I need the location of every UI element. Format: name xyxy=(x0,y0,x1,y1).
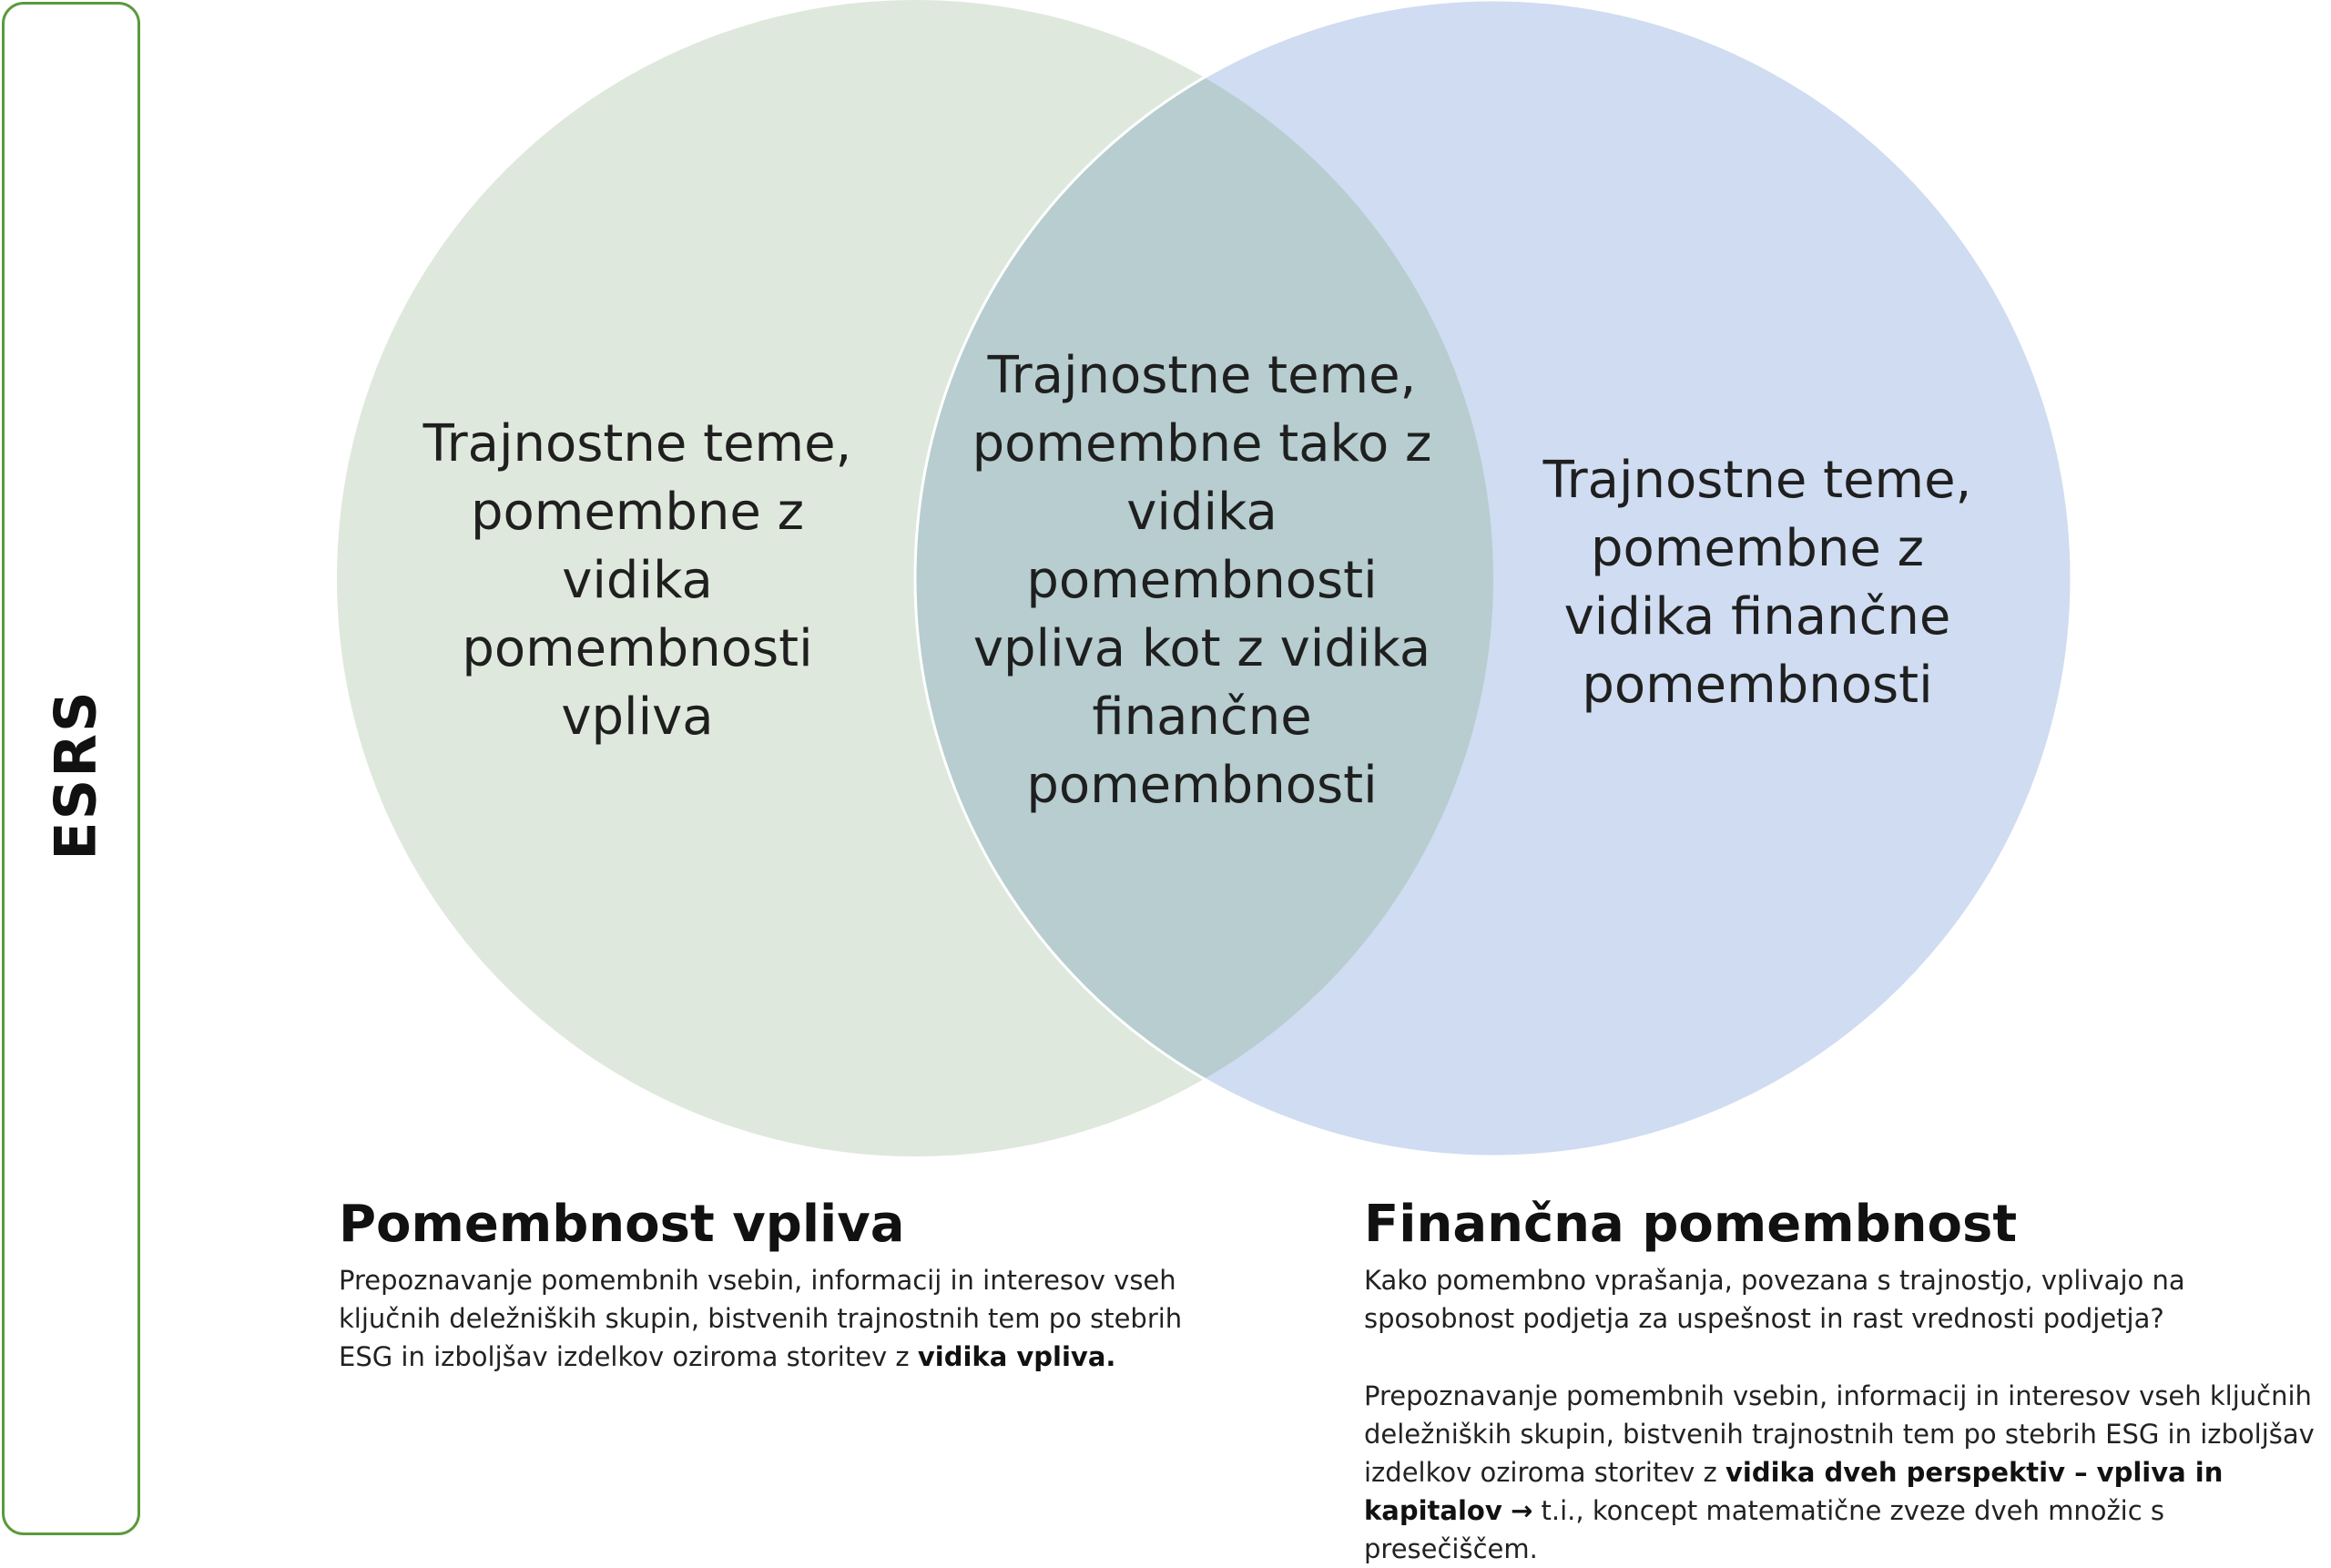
financial-description-emphasis: vidika dveh perspektiv – vpliva in kapitalov xyxy=(1364,1457,2224,1526)
impact-materiality-title: Pomembnost vpliva xyxy=(339,1195,905,1254)
financial-materiality-question: Kako pomembno vprašanja, povezana s trajnostjo, vplivajo na sposobnost podjetja za uspešnost in rast vrednosti podjetja? xyxy=(1364,1265,2185,1334)
financial-description-text: Prepoznavanje pomembnih vsebin, informacij in interesov vseh ključnih deležniških skupin, bistvenih trajnostnih tem po stebrih ESG in izboljšav izdelkov oziroma storitev z xyxy=(1364,1380,2315,1488)
impact-materiality-description xyxy=(339,1261,1195,1376)
financial-circle-text: Trajnostne teme, pomembne z vidika finančne pomembnosti xyxy=(1542,451,1972,715)
financial-materiality-title: Finančna pomembnost xyxy=(1364,1195,2018,1254)
financial-materiality-description xyxy=(1364,1377,2325,1568)
intersection-text: Trajnostne teme, pomembne tako z vidika pomembnosti vpliva kot z vidika finančne pomembnosti xyxy=(972,346,1432,815)
impact-description-text: Prepoznavanje pomembnih vsebin, informacij in interesov vseh ključnih deležniških skupin, bistvenih trajnostnih tem po stebrih ESG in izboljšav izdelkov oziroma storitev z xyxy=(339,1265,1183,1372)
impact-circle-text: Trajnostne teme, pomembne z vidika pomembnosti vpliva xyxy=(422,414,852,747)
financial-description-tail: t.i., koncept matematične zveze dveh množic s presečiščem. xyxy=(1364,1495,2164,1564)
arrow-right-icon: → xyxy=(1510,1495,1533,1526)
impact-description-emphasis: vidika vpliva. xyxy=(917,1341,1116,1372)
esrs-label: ESRS xyxy=(42,689,109,860)
